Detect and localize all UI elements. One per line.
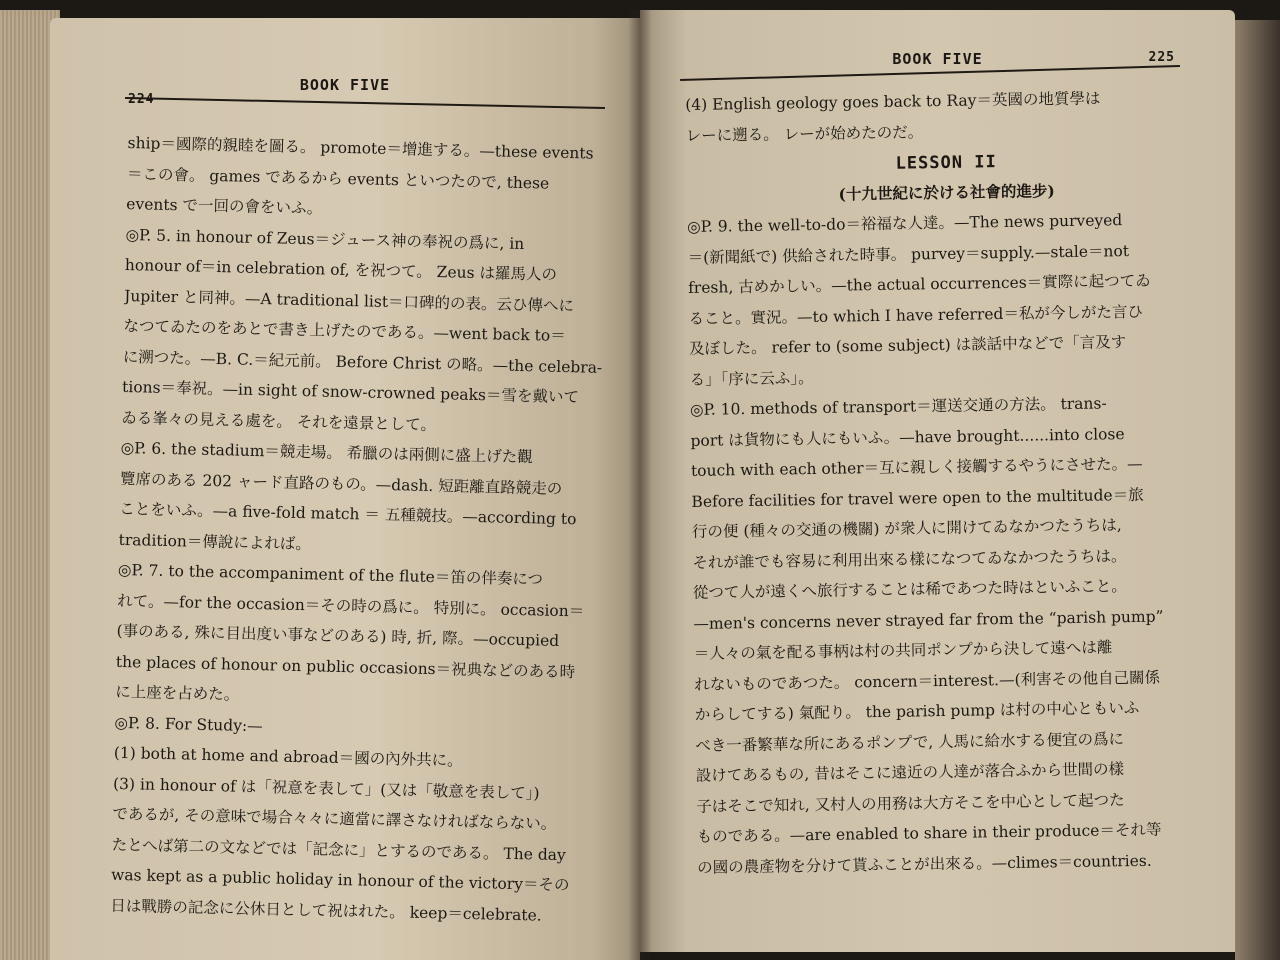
text-line: ◎P. 6. the stadium＝競走場。 希臘のは兩側に盛上げた觀	[120, 438, 533, 467]
text-line: Before facilities for travel were open to the multitude＝旅	[691, 485, 1144, 511]
text-line: ＝(新聞紙で) 供給された時事。 purvey＝supply.—stale＝not	[687, 241, 1130, 267]
left-page	[50, 18, 640, 960]
text-line: べき一番繁華な所にあるポンプで, 人馬に給水する便宜の爲に	[695, 729, 1125, 755]
page-number: 224	[128, 92, 155, 107]
text-line: port は貨物にも人にもいふ。—have brought......into close	[690, 424, 1125, 450]
text-line: ことをいふ。—a five-fold match ＝ 五種競技。—according to	[119, 499, 577, 529]
text-line: の國の農產物を分けて貰ふことが出來る。—climes＝countries.	[697, 851, 1152, 877]
text-line: たとへば第二の文などでは「記念に」とするのである。 The day	[111, 835, 566, 864]
text-line: 及ぼした。 refer to (some subject) は談話中などで「言及す	[688, 333, 1127, 358]
text-line: 設けてあるもの, 昔はそこに遠近の人達が落合ふから世間の樣	[695, 760, 1125, 785]
book-gutter	[628, 10, 652, 960]
text-line: 從つて人が遠くへ旅行することは稀であつた時はといふこと。	[692, 577, 1128, 602]
lesson-subtitle: (十九世紀に於ける社會的進步)	[838, 180, 1055, 204]
text-line: ゐる峯々の見える處を。 それを遠景として。	[121, 408, 437, 434]
text-line: tions＝奉祝。—in sight of snow-crowned peaks＝雪を戴いて	[121, 377, 580, 407]
right-page-body	[685, 82, 1217, 883]
text-line: honour of＝in celebration of, を祝つて。 Zeus は羅馬人の	[124, 255, 558, 284]
text-line: レーに遡る。 レーが始めたのだ。	[685, 122, 924, 145]
text-line: れて。—for the occasion＝その時の爲に。 特別に。 occasion＝	[117, 591, 585, 620]
text-line: (1) both at home and abroad＝國の內外共に。	[113, 743, 463, 770]
text-line: events で一回の會をいふ。	[126, 194, 323, 218]
text-line: 行の便 (種々の交通の機關) が衆人に開けてゐなかつたうちは,	[691, 516, 1122, 541]
text-line: —men's concerns never strayed far from the “parish pump”	[693, 607, 1164, 633]
text-line: なつてゐたのをあとで書き上げたのである。—went back to＝	[123, 316, 566, 345]
left-page-body	[110, 128, 618, 932]
text-line: 子はそこで知れ, 又村人の用務は大方そこを中心として起つた	[696, 790, 1125, 816]
text-line: からしてする) 氣配り。 the parish pump は村の中心ともいふ	[694, 698, 1140, 724]
text-line: (事のある, 殊に目出度い事などのある) 時, 折, 際。—occupied	[116, 621, 560, 650]
text-line: ◎P. 10. methods of transport＝運送交通の方法。 trans-	[689, 394, 1107, 419]
text-line: に溯つた。—B. C.＝紀元前。 Before Christ の略。—the celebra-	[122, 347, 603, 377]
book-cover-right	[1235, 20, 1280, 960]
text-line: the places of honour on public occasions＝祝典などのある時	[115, 652, 576, 681]
text-line: に上座を占めた。	[115, 682, 240, 704]
text-line: fresh, 古めかしい。—the actual occurrences＝實際に起つてゐ	[687, 271, 1151, 297]
text-line: was kept as a public holiday in honour of the victory＝その	[110, 865, 570, 895]
page-number: 225	[1148, 50, 1175, 65]
text-line: ◎P. 8. For Study:—	[114, 713, 263, 735]
text-line: ◎P. 5. in honour of Zeus＝ジュース神の奉祝の爲に, in	[125, 225, 525, 253]
running-head: BOOK FIVE	[892, 50, 983, 68]
text-line: (4) English geology goes back to Ray＝英國の地質學は	[685, 89, 1101, 114]
text-line: ること。實況。—to which I have referred＝私が今しがた言ひ	[688, 302, 1144, 328]
text-line: tradition＝傳說によれば。	[118, 530, 312, 553]
text-line: ＝人々の氣を配る事柄は村の共同ポンプから決して遠へは離	[693, 638, 1113, 663]
running-head: BOOK FIVE	[299, 76, 391, 94]
text-line: る」「序に云ふ」。	[689, 368, 814, 389]
text-line: ship＝國際的親睦を圖る。 promote＝增進する。—these events	[127, 133, 594, 163]
text-line: であるが, その意味で場合々々に適當に譯さなければならない。	[112, 804, 557, 833]
text-line: 日は戰勝の記念に公休日として祝はれた。 keep＝celebrate.	[110, 896, 542, 925]
text-line: それが誰でも容易に利用出來る樣になつてゐなかつたうちは。	[692, 546, 1127, 572]
text-line: (3) in honour of は「祝意を表して」(又は「敬意を表して」)	[112, 774, 540, 803]
text-line: ◎P. 7. to the accompaniment of the flute＝笛の伴奏につ	[117, 560, 544, 589]
text-line: Jupiter と同神。—A traditional list＝口碑的の表。云ひ傳へに	[123, 286, 575, 315]
text-line: ＝この會。 games であるから events といつたので, these	[126, 164, 550, 193]
text-line: れないものであつた。 concern＝interest.—(利害その他自己關係	[694, 668, 1161, 694]
text-line: 覽席のある 202 ャード直路のもの。—dash. 短距離直路競走の	[119, 469, 563, 498]
text-line: ものである。—are enabled to share in their produce＝それ等	[696, 820, 1162, 846]
text-line: ◎P. 9. the well-to-do＝裕福な人達。—The news purveyed	[687, 211, 1123, 236]
text-line: touch with each other＝互に親しく接觸するやうにさせた。—	[690, 454, 1143, 480]
right-page	[640, 10, 1235, 952]
lesson-title: LESSON II	[895, 152, 997, 174]
